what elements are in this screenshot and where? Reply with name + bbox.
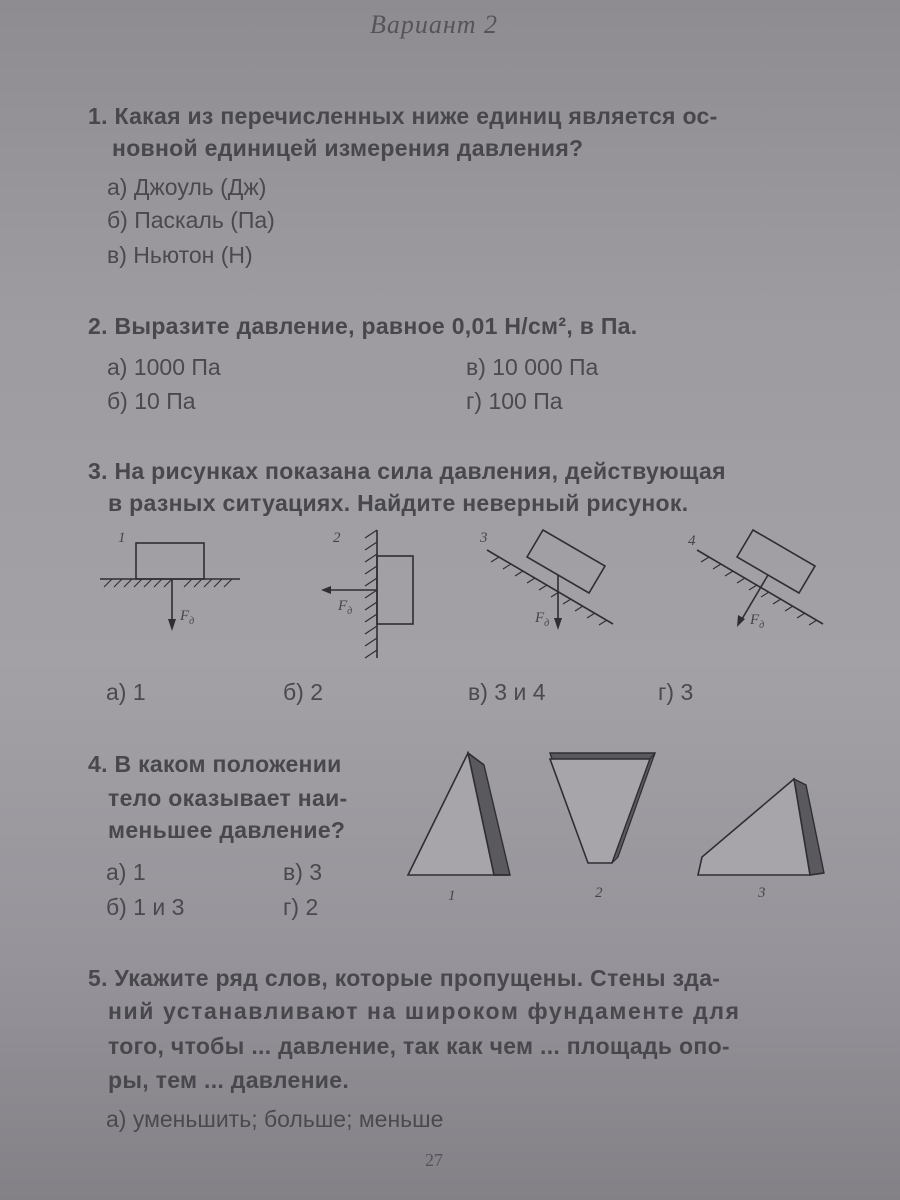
- q3-figure-4-force-label: $F_д$: [750, 612, 765, 631]
- q4-figure-2: [550, 753, 655, 863]
- q4-figure-1: [408, 753, 510, 875]
- q2-option-b: б) 10 Па: [107, 388, 196, 414]
- q5-text-line-4: ры, тем ... давление.: [108, 1067, 350, 1093]
- q3-figure-1: [100, 535, 250, 645]
- q3-text-line-1: 3. На рисунках показана сила давления, действующая: [88, 458, 726, 484]
- variant-header: Вариант 2: [370, 10, 499, 39]
- q3-figure-3-force-label: $F_д$: [535, 610, 550, 629]
- q3-figure-1-number: 1: [118, 530, 126, 546]
- q3-text-line-2: в разных ситуациях. Найдите неверный рисунок.: [108, 490, 689, 516]
- q2-option-d: г) 100 Па: [466, 388, 563, 414]
- q5-text-line-2: ний устанавливают на широком фундаменте для: [108, 998, 741, 1024]
- q3-option-a: а) 1: [106, 679, 146, 705]
- q4-figures: [400, 745, 840, 895]
- q3-figure-2: [315, 530, 435, 670]
- q3-figure-3: [485, 530, 625, 640]
- q4-figure-1-number: 1: [448, 888, 456, 904]
- q2-option-a: а) 1000 Па: [107, 354, 221, 380]
- q5-text-line-1: 5. Укажите ряд слов, которые пропущены. Стены зда-: [88, 965, 721, 991]
- q4-figure-3-number: 3: [758, 885, 766, 901]
- q4-text-line-1: 4. В каком положении: [88, 751, 342, 777]
- q4-text-line-3: меньшее давление?: [108, 817, 346, 843]
- q5-option-a: а) уменьшить; больше; меньше: [106, 1106, 444, 1132]
- q4-figure-2-number: 2: [595, 885, 603, 901]
- q5-text-line-3: того, чтобы ... давление, так как чем ... площадь опо-: [108, 1033, 730, 1059]
- q3-option-b: б) 2: [283, 679, 324, 705]
- q3-figure-1-force-label: $F_д$: [180, 608, 195, 627]
- q3-figure-3-number: 3: [480, 530, 488, 546]
- q3-figure-4: [695, 530, 835, 640]
- q4-figure-3: [698, 779, 824, 875]
- q1-text-line-2: новной единицей измерения давления?: [112, 135, 584, 161]
- q4-option-c: в) 3: [283, 859, 323, 885]
- q1-text-line-1: 1. Какая из перечисленных ниже единиц является ос-: [88, 103, 718, 129]
- q4-option-a: а) 1: [106, 859, 146, 885]
- q2-option-c: в) 10 000 Па: [466, 354, 599, 380]
- q3-figure-2-number: 2: [333, 530, 341, 546]
- q3-figure-2-force-label: $F_д$: [338, 598, 353, 617]
- q3-figure-4-number: 4: [688, 533, 696, 549]
- q1-option-c: в) Ньютон (Н): [107, 242, 253, 268]
- q4-option-d: г) 2: [283, 894, 319, 920]
- q3-option-d: г) 3: [658, 679, 694, 705]
- q1-option-b: б) Паскаль (Па): [107, 207, 275, 233]
- q1-option-a: а) Джоуль (Дж): [107, 174, 267, 200]
- q2-text: 2. Выразите давление, равное 0,01 Н/см², в Па.: [88, 313, 638, 339]
- q4-text-line-2: тело оказывает наи-: [108, 785, 348, 811]
- q4-option-b: б) 1 и 3: [106, 894, 185, 920]
- q3-option-c: в) 3 и 4: [468, 679, 546, 705]
- page-number: 27: [425, 1150, 443, 1170]
